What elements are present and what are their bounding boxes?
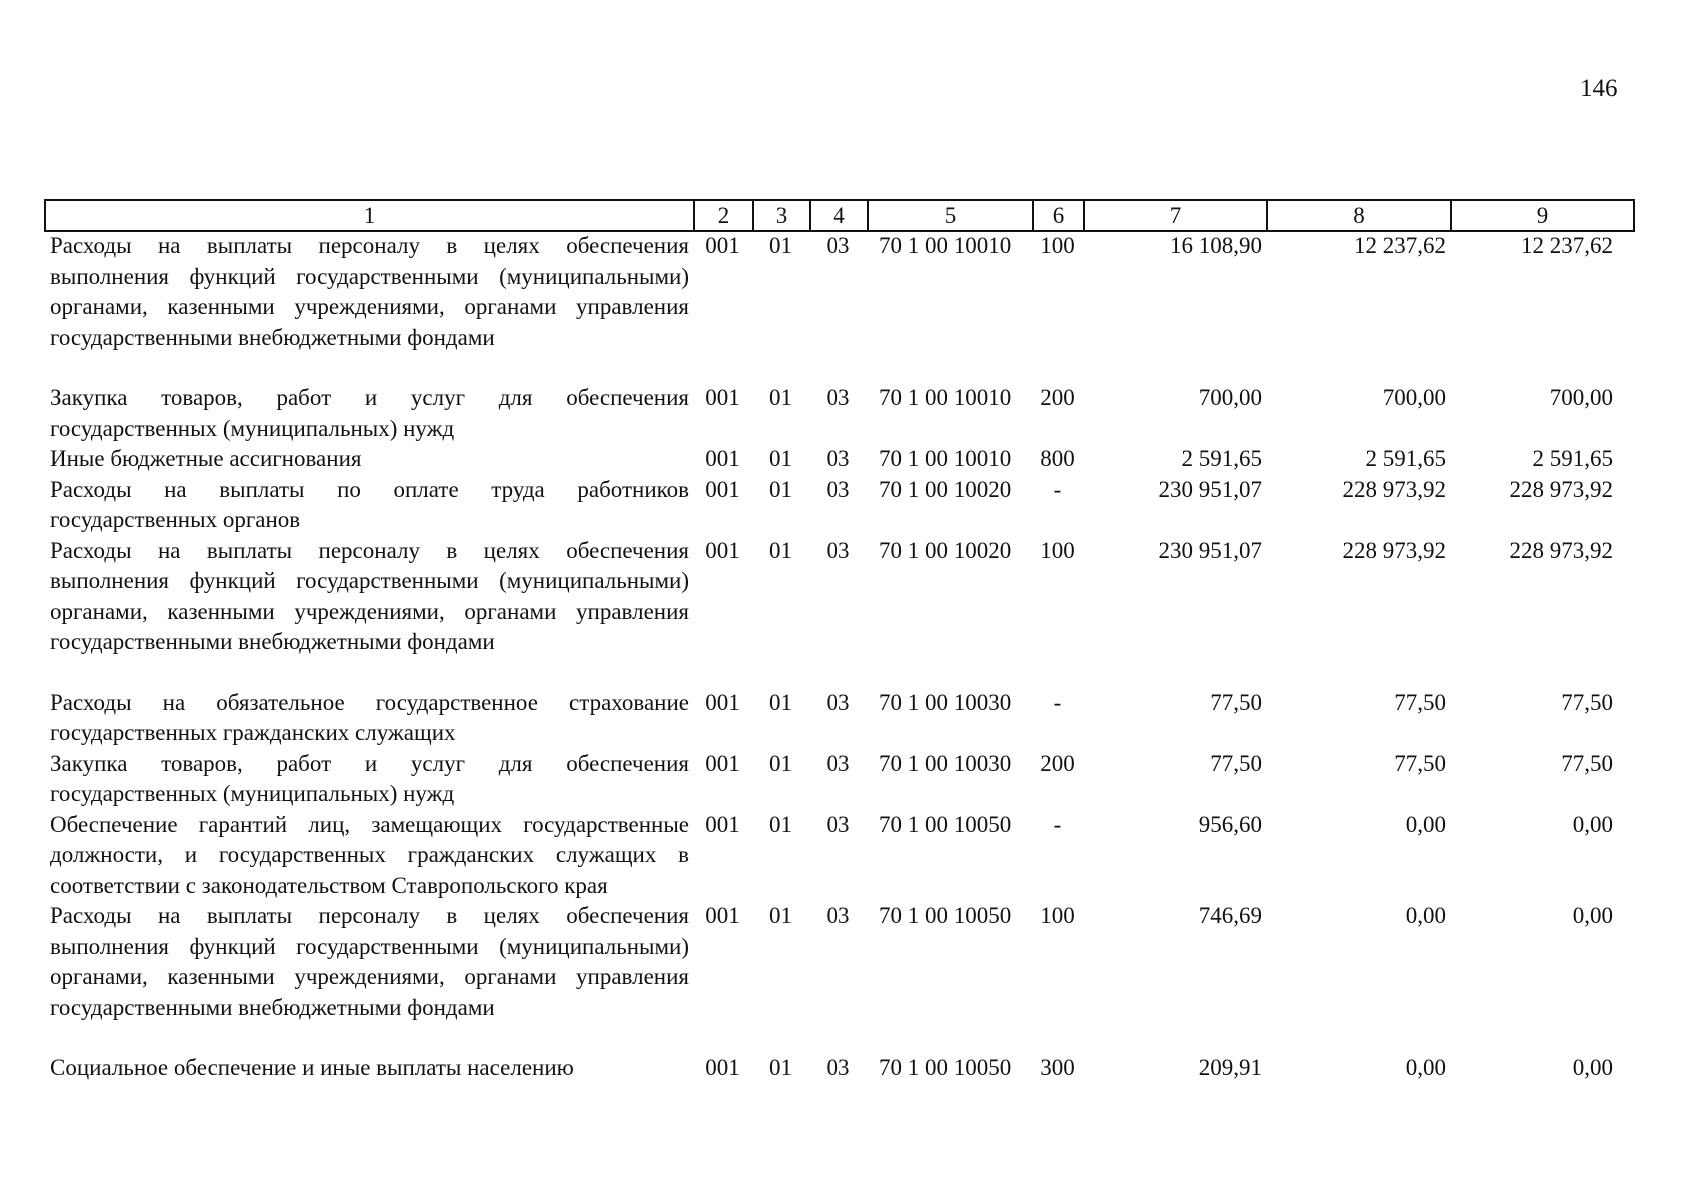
row-code-3: 01 xyxy=(769,476,792,502)
row-name: Социальное обеспечение и иные выплаты населению xyxy=(50,1055,574,1080)
row-spacer xyxy=(44,353,1633,383)
row-value-7: 209,91 xyxy=(1198,1055,1262,1080)
table-row xyxy=(44,810,1633,902)
row-code-2: 001 xyxy=(705,903,740,928)
row-code-6: 100 xyxy=(1040,903,1075,928)
row-value-9: 77,50 xyxy=(1561,750,1613,776)
row-code-6: 800 xyxy=(1040,446,1075,471)
row-code-4: 03 xyxy=(826,1055,850,1080)
row-value-9: 0,00 xyxy=(1572,811,1613,837)
row-value-9: 228 973,92 xyxy=(1509,537,1613,563)
row-code-5: 70 1 00 10020 xyxy=(879,476,1012,502)
row-value-7: 746,69 xyxy=(1198,903,1262,928)
row-value-7: 77,50 xyxy=(1210,750,1262,776)
row-name: Иные бюджетные ассигнования xyxy=(50,446,362,471)
row-code-2: 001 xyxy=(705,811,740,837)
header-cell-2: 2 xyxy=(694,200,753,231)
row-value-8: 0,00 xyxy=(1405,903,1446,928)
row-value-9: 12 237,62 xyxy=(1521,233,1613,258)
header-cell-8: 8 xyxy=(1267,200,1451,231)
row-code-2: 001 xyxy=(705,476,740,502)
row-code-4: 03 xyxy=(826,689,850,715)
row-code-6: - xyxy=(1053,811,1062,837)
row-code-6: - xyxy=(1053,476,1062,502)
budget-table xyxy=(44,231,1633,1084)
row-code-4: 03 xyxy=(826,385,850,410)
row-value-9: 228 973,92 xyxy=(1509,476,1613,502)
row-code-6: 200 xyxy=(1040,385,1075,410)
row-value-8: 228 973,92 xyxy=(1342,476,1446,502)
row-code-3: 01 xyxy=(769,750,792,776)
row-spacer xyxy=(44,1023,1633,1053)
row-code-3: 01 xyxy=(769,233,792,258)
row-value-9: 2 591,65 xyxy=(1532,446,1613,471)
row-value-8: 700,00 xyxy=(1382,385,1446,410)
row-name: Закупка товаров, работ и услуг для обеспечения государственных (муниципальных) нужд xyxy=(50,385,689,441)
row-value-8: 2 591,65 xyxy=(1365,446,1446,471)
row-value-8: 0,00 xyxy=(1405,1055,1446,1080)
row-code-4: 03 xyxy=(826,446,850,471)
row-value-9: 77,50 xyxy=(1561,689,1613,715)
row-name: Расходы на выплаты по оплате труда работников государственных органов xyxy=(50,476,689,532)
header-cell-6: 6 xyxy=(1033,200,1084,231)
row-value-7: 77,50 xyxy=(1210,689,1262,715)
row-code-3: 01 xyxy=(769,811,792,837)
row-name: Расходы на выплаты персоналу в целях обеспечения выполнения функций государственными (муниципальными) органами, казенными учреждениями, органами управления государственными внебюджетными фондами xyxy=(50,537,689,654)
row-code-2: 001 xyxy=(705,233,740,258)
column-number-header xyxy=(44,199,1635,232)
row-name: Закупка товаров, работ и услуг для обеспечения государственных (муниципальных) нужд xyxy=(50,750,689,806)
row-value-7: 230 951,07 xyxy=(1158,537,1262,563)
row-code-5: 70 1 00 10050 xyxy=(879,1055,1012,1080)
row-code-3: 01 xyxy=(769,1055,792,1080)
row-value-8: 12 237,62 xyxy=(1354,233,1446,258)
row-code-2: 001 xyxy=(705,385,740,410)
row-name: Обеспечение гарантий лиц, замещающих государственные должности, и государственных гражданских служащих в соответствии с законодательством Ставропольского края xyxy=(50,811,689,898)
row-code-5: 70 1 00 10010 xyxy=(879,233,1012,258)
table-row xyxy=(44,475,1633,536)
row-code-2: 001 xyxy=(705,537,740,563)
table-row xyxy=(44,444,1633,475)
row-code-2: 001 xyxy=(705,1055,740,1080)
header-cell-9: 9 xyxy=(1451,200,1634,231)
table-row xyxy=(44,536,1633,658)
header-cell-4: 4 xyxy=(810,200,868,231)
row-code-5: 70 1 00 10050 xyxy=(879,811,1012,837)
table-row xyxy=(44,901,1633,1023)
row-code-5: 70 1 00 10030 xyxy=(879,750,1012,776)
table-row xyxy=(44,688,1633,749)
row-code-4: 03 xyxy=(826,903,850,928)
row-value-7: 700,00 xyxy=(1198,385,1262,410)
row-code-6: 300 xyxy=(1040,1055,1075,1080)
row-code-6: 100 xyxy=(1040,537,1075,563)
row-code-4: 03 xyxy=(826,476,850,502)
row-code-3: 01 xyxy=(769,446,792,471)
row-value-7: 230 951,07 xyxy=(1158,476,1262,502)
row-value-8: 77,50 xyxy=(1394,689,1446,715)
row-value-9: 700,00 xyxy=(1549,385,1613,410)
table-row xyxy=(44,749,1633,810)
row-name: Расходы на выплаты персоналу в целях обеспечения выполнения функций государственными (муниципальными) органами, казенными учреждениями, органами управления государственными внебюджетными фондами xyxy=(50,903,689,1020)
row-code-5: 70 1 00 10010 xyxy=(879,446,1012,471)
row-value-9: 0,00 xyxy=(1572,1055,1613,1080)
row-value-8: 77,50 xyxy=(1394,750,1446,776)
table-row xyxy=(44,231,1633,353)
row-code-3: 01 xyxy=(769,689,792,715)
row-code-6: 100 xyxy=(1040,233,1075,258)
row-value-7: 2 591,65 xyxy=(1181,446,1262,471)
row-value-8: 228 973,92 xyxy=(1342,537,1446,563)
row-code-3: 01 xyxy=(769,903,792,928)
row-name: Расходы на выплаты персоналу в целях обеспечения выполнения функций государственными (муниципальными) органами, казенными учреждениями, органами управления государственными внебюджетными фондами xyxy=(50,233,689,350)
row-code-5: 70 1 00 10010 xyxy=(879,385,1012,410)
header-cell-5: 5 xyxy=(868,200,1033,231)
header-cell-1: 1 xyxy=(45,200,694,231)
row-code-3: 01 xyxy=(769,385,792,410)
row-spacer xyxy=(44,658,1633,688)
row-value-7: 16 108,90 xyxy=(1170,233,1262,258)
row-code-4: 03 xyxy=(826,233,850,258)
row-code-6: - xyxy=(1053,689,1062,715)
row-code-2: 001 xyxy=(705,689,740,715)
table-row xyxy=(44,1053,1633,1084)
row-code-6: 200 xyxy=(1040,750,1075,776)
row-code-4: 03 xyxy=(826,750,850,776)
row-code-5: 70 1 00 10050 xyxy=(879,903,1012,928)
row-code-2: 001 xyxy=(705,750,740,776)
row-code-2: 001 xyxy=(705,446,740,471)
row-code-3: 01 xyxy=(769,537,792,563)
header-cell-3: 3 xyxy=(753,200,810,231)
row-value-8: 0,00 xyxy=(1405,811,1446,837)
table-row xyxy=(44,383,1633,444)
row-name: Расходы на обязательное государственное страхование государственных гражданских служащих xyxy=(50,689,689,745)
row-code-5: 70 1 00 10030 xyxy=(879,689,1012,715)
page-number: 146 xyxy=(1580,75,1618,102)
row-code-5: 70 1 00 10020 xyxy=(879,537,1012,563)
header-cell-7: 7 xyxy=(1084,200,1267,231)
row-code-4: 03 xyxy=(826,811,850,837)
row-value-9: 0,00 xyxy=(1572,903,1613,928)
row-code-4: 03 xyxy=(826,537,850,563)
row-value-7: 956,60 xyxy=(1198,811,1262,837)
